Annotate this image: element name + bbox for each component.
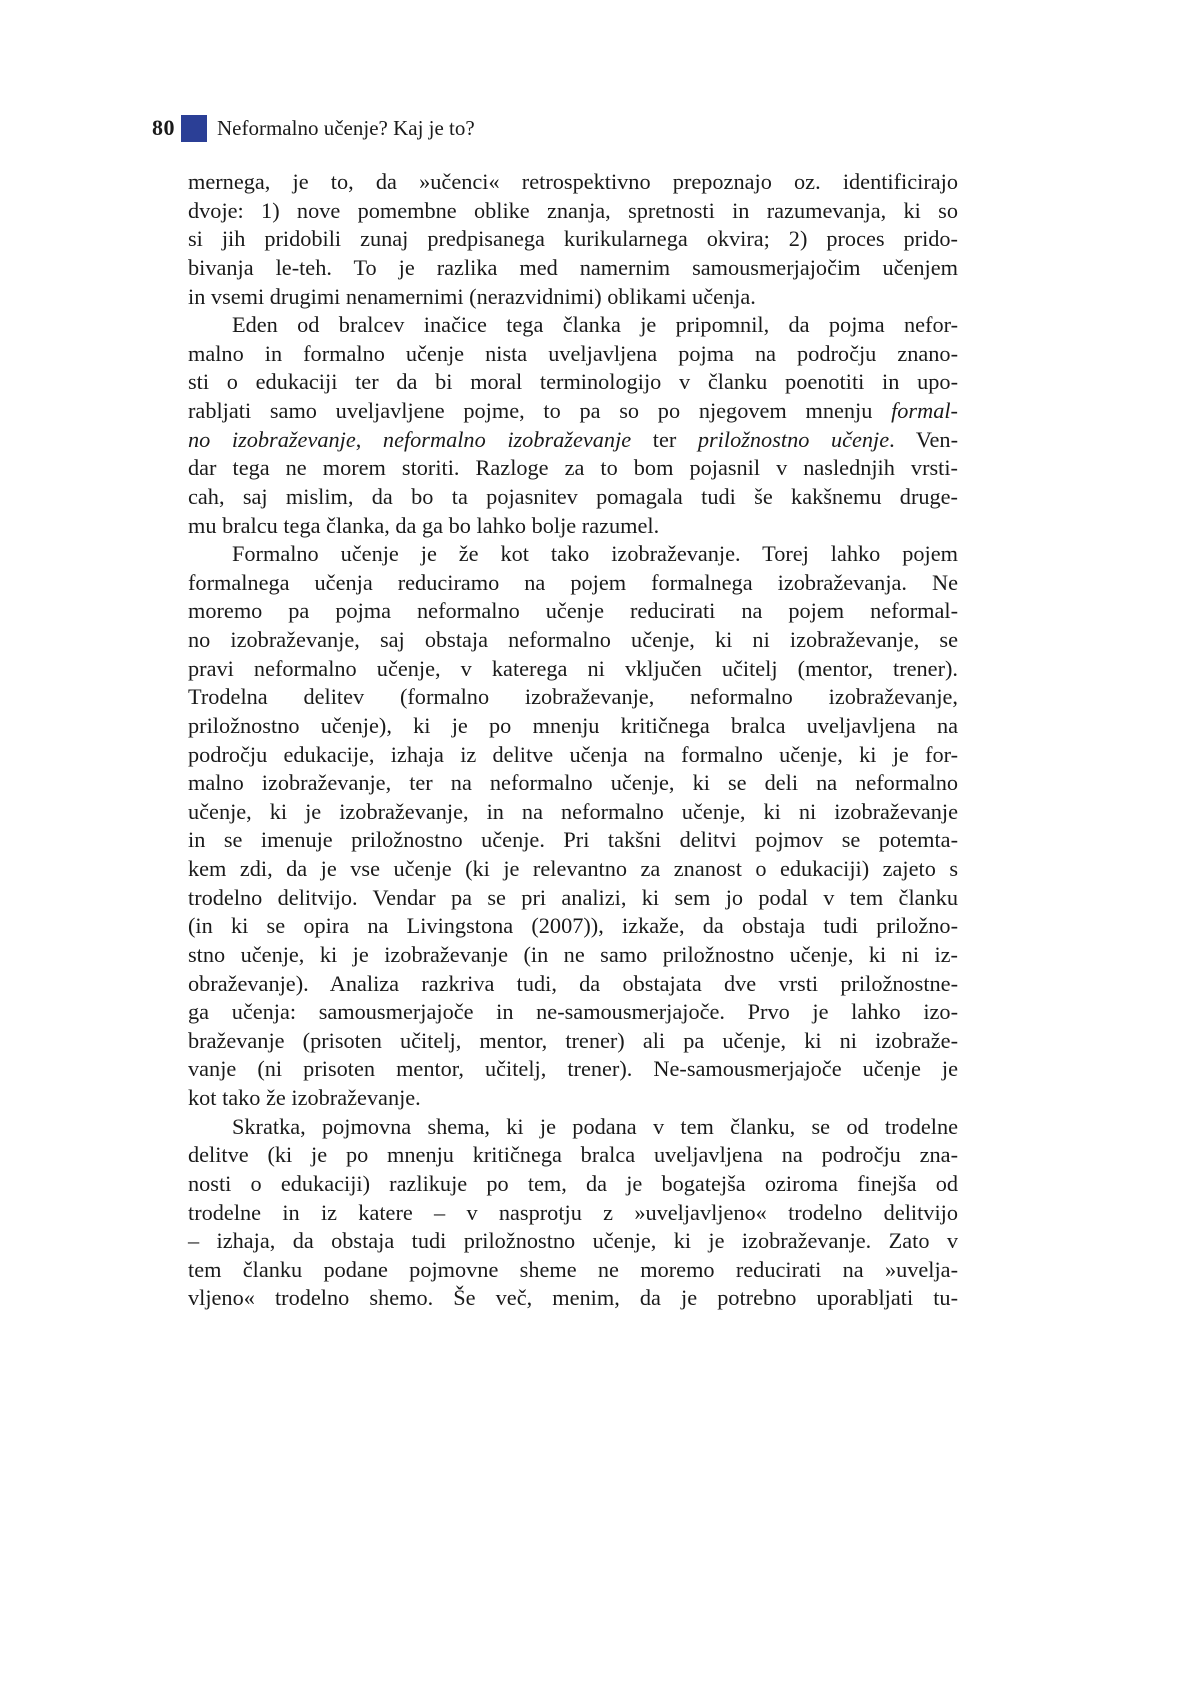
text-line: no izobraževanje, saj obstaja neformalno učenje, ki ni izobraževanje, se	[188, 627, 958, 652]
text-line: priložnostno učenje), ki je po mnenju kritičnega bralca uveljavljena na	[188, 712, 958, 738]
text-line: trodelno delitvijo. Vendar pa se pri analizi, ki sem jo podal v tem članku	[188, 884, 958, 910]
text-line: obraževanje). Analiza razkriva tudi, da obstajata dve vrsti priložnostne-	[188, 970, 958, 996]
text-fragment: rabljati samo uveljavljene pojme, to pa so po njegovem mnenju	[188, 398, 892, 423]
text-line: delitve (ki je po mnenju kritičnega bralca uveljavljena na področju zna-	[188, 1142, 958, 1168]
italic-term: formal-	[891, 398, 958, 423]
text-line: dar tega ne morem storiti. Razloge za to bom pojasnil v naslednjih vrsti-	[188, 455, 958, 481]
text-line: področju edukacije, izhaja iz delitve učenja na formalno učenje, ki je for-	[188, 741, 958, 767]
text-line: Formalno učenje je že kot tako izobraževanje. Torej lahko pojem	[232, 541, 958, 567]
text-line: (in ki se opira na Livingstona (2007)), izkaže, da obstaja tudi priložno-	[188, 913, 958, 939]
text-line: vanje (ni prisoten mentor, učitelj, trener). Ne-samousmerjajoče učenje je	[188, 1056, 958, 1082]
paragraph-1	[188, 168, 958, 311]
text-line: formalnega učenja reduciramo na pojem formalnega izobraževanja. Ne	[188, 569, 958, 595]
text-line: Skratka, pojmovna shema, ki je podana v tem članku, se od trodelne	[232, 1113, 958, 1139]
text-line: moremo pa pojma neformalno učenje reducirati na pojem neformal-	[188, 598, 958, 624]
paragraph-3	[188, 540, 958, 1113]
text-line: učenje, ki je izobraževanje, in na neformalno učenje, ki ni izobraževanje	[188, 798, 958, 824]
italic-term: no izobraževanje	[188, 426, 356, 452]
text-line: malno izobraževanje, ter na neformalno učenje, ki se deli na neformalno	[188, 770, 958, 796]
text-line: – izhaja, da obstaja tudi priložnostno učenje, ki je izobraževanje. Zato v	[188, 1228, 958, 1254]
body-text	[188, 168, 958, 1313]
text-line: kot tako že izobraževanje.	[188, 1085, 421, 1110]
text-line	[188, 426, 958, 455]
text-line: bivanja le-teh. To je razlika med namernim samousmerjajočim učenjem	[188, 254, 958, 280]
text-line: vljeno« trodelno shemo. Še več, menim, da je potrebno uporabljati tu-	[188, 1285, 958, 1311]
page-number: 80	[152, 115, 175, 140]
text-line	[188, 397, 958, 426]
text-line: cah, saj mislim, da bo ta pojasnitev pomagala tudi še kakšnemu druge-	[188, 483, 958, 509]
running-head	[152, 113, 475, 143]
text-line: sti o edukaciji ter da bi moral terminologijo v članku poenotiti in upo-	[188, 369, 958, 395]
text-line: mu bralcu tega članka, da ga bo lahko bolje razumel.	[188, 512, 660, 538]
paragraph-4	[188, 1113, 958, 1313]
italic-term: neformalno izobraževanje	[382, 426, 632, 452]
text-line: malno in formalno učenje nista uveljavljena pojma na področju znano-	[188, 340, 958, 366]
text-line: nosti o edukaciji) razlikuje po tem, da je bogatejša oziroma finejša od	[188, 1170, 958, 1196]
text-line: braževanje (prisoten učitelj, mentor, trener) ali pa učenje, ki ni izobraže-	[188, 1027, 958, 1053]
text-line: in vsemi drugimi nenamernimi (nerazvidnimi) oblikami učenja.	[188, 283, 756, 309]
text-line: si jih pridobili zunaj predpisanega kurikularnega okvira; 2) proces prido-	[188, 226, 958, 252]
text-line: ga učenja: samousmerjajoče in ne-samousmerjajoče. Prvo je lahko izo-	[188, 999, 958, 1025]
text-line: pravi neformalno učenje, v katerega ni vključen učitelj (mentor, trener).	[188, 655, 958, 681]
italic-term: priložnostno učenje	[697, 426, 890, 452]
text-line: mernega, je to, da »učenci« retrospektivno prepoznajo oz. identificirajo	[188, 169, 958, 194]
text-fragment: . Ven-	[889, 426, 958, 452]
text-line: Trodelna delitev (formalno izobraževanje, neformalno izobraževanje,	[188, 684, 958, 710]
text-line: kem zdi, da je vse učenje (ki je relevantno za znanost o edukaciji) zajeto s	[188, 856, 958, 881]
text-line: dvoje: 1) nove pomembne oblike znanja, spretnosti in razumevanja, ki so	[188, 197, 958, 223]
text-line: stno učenje, ki je izobraževanje (in ne samo priložnostno učenje, ki ni iz-	[188, 941, 958, 967]
chapter-marker-square	[181, 115, 207, 142]
text-line: Eden od bralcev inačice tega članka je pripomnil, da pojma nefor-	[232, 312, 958, 338]
text-line: trodelne in iz katere – v nasprotju z »uveljavljeno« trodelno delitvijo	[188, 1199, 958, 1225]
text-line: tem članku podane pojmovne sheme ne moremo reducirati na »uvelja-	[188, 1256, 958, 1282]
text-fragment: ter	[631, 426, 698, 452]
paragraph-2	[188, 311, 958, 540]
text-fragment: ,	[355, 426, 383, 452]
text-line: in se imenuje priložnostno učenje. Pri takšni delitvi pojmov se potemta-	[188, 827, 958, 853]
running-title: Neformalno učenje? Kaj je to?	[217, 115, 475, 140]
